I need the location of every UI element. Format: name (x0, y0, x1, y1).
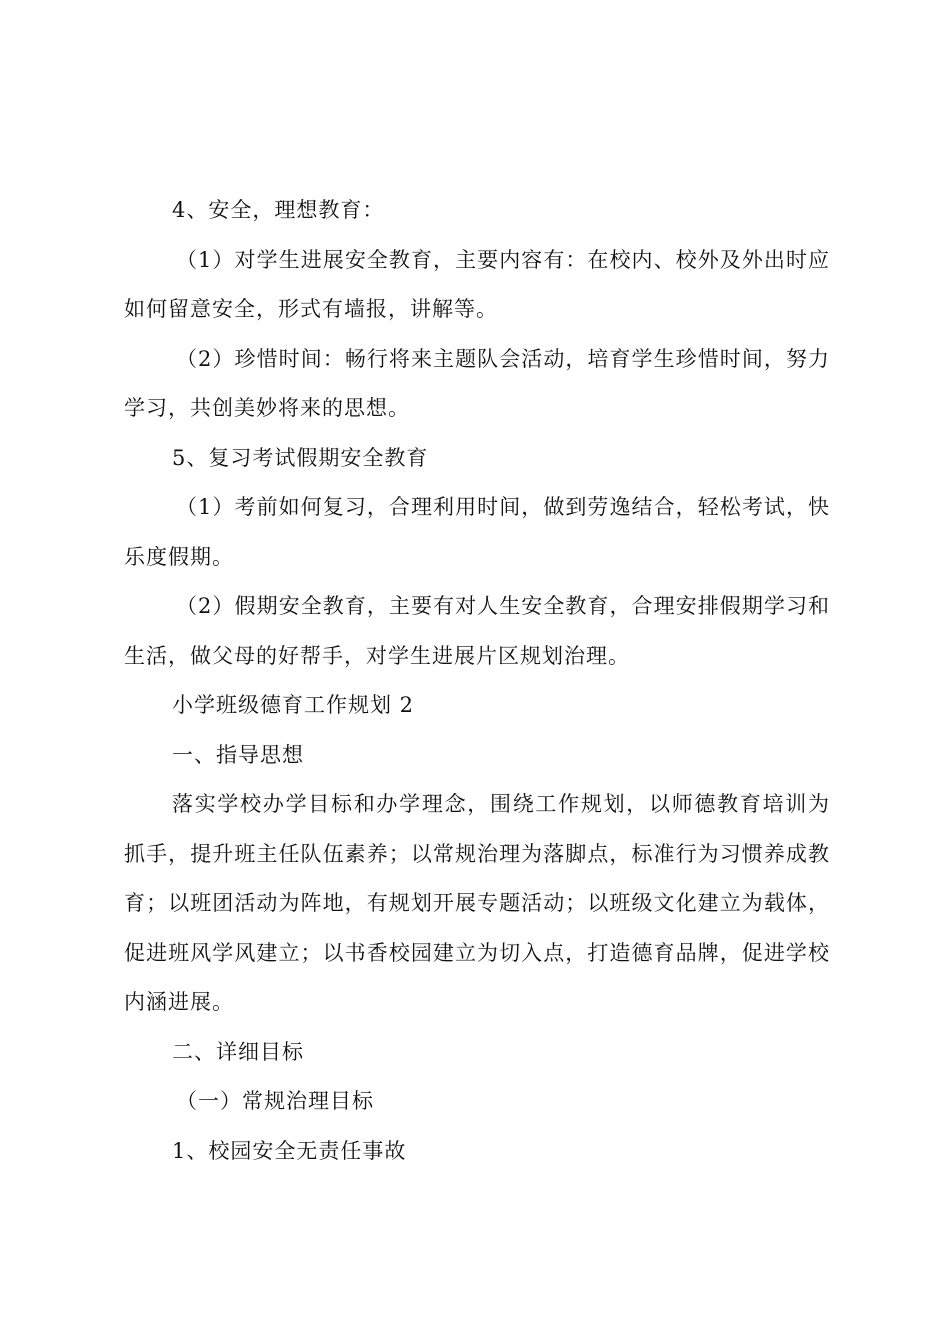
paragraph-review-1: （1）考前如何复习，合理利用时间，做到劳逸结合，轻松考试，快乐度假期。 (124, 495, 830, 569)
section-heading-guiding: 一、指导思想 (172, 742, 304, 767)
section-heading-review: 5、复习考试假期安全教育 (172, 445, 429, 470)
paragraph-safety-1: （1）对学生进展安全教育，主要内容有：在校内、校外及外出时应如何留意安全，形式有墙报，讲解等。 (124, 247, 830, 321)
paragraph-safety-2: （2）珍惜时间：畅行将来主题队会活动，培育学生珍惜时间，努力学习，共创美妙将来的思想。 (124, 346, 830, 420)
document-subtitle: 小学班级德育工作规划 2 (172, 693, 415, 717)
section-heading-goals: 二、详细目标 (172, 1039, 304, 1064)
subsection-heading-routine: （一）常规治理目标 (176, 1089, 374, 1113)
paragraph-review-2: （2）假期安全教育，主要有对人生安全教育，合理安排假期学习和生活，做父母的好帮手，对学生进展片区规划治理。 (124, 594, 830, 668)
paragraph-guiding: 落实学校办学目标和办学理念，围绕工作规划，以师德教育培训为抓手，提升班主任队伍素养；以常规治理为落脚点，标准行为习惯养成教育；以班团活动为阵地，有规划开展专题活动；以班级文化建立为载体，促进班风学风建立；以书香校园建立为切入点，打造德育品牌，促进学校内涵进展。 (124, 792, 830, 1014)
document-body (124, 186, 830, 1176)
section-heading-safety: 4、安全，理想教育： (172, 198, 385, 222)
list-item-campus-safety: 1、校园安全无责任事故 (172, 1138, 407, 1163)
